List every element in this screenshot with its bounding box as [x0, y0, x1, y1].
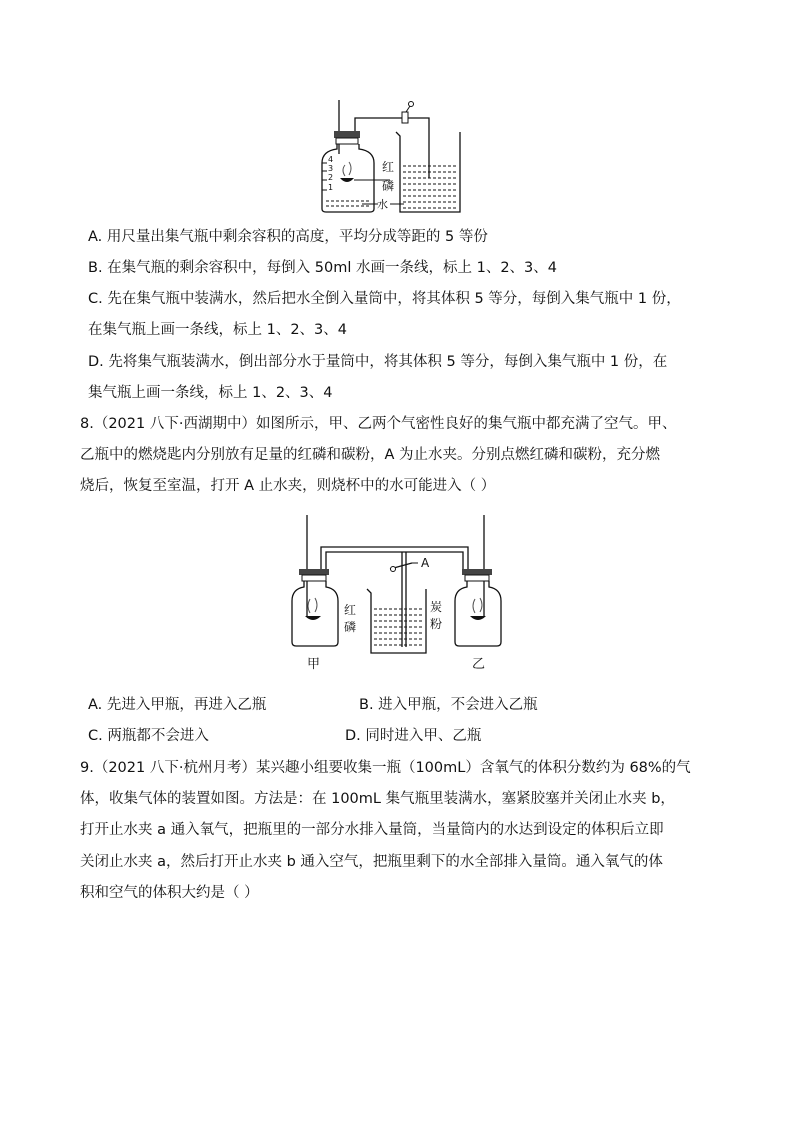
q9-stem-line4: 关闭止水夹 a，然后打开止水夹 b 通入空气，把瓶里剩下的水全部排入量筒。通入氧气的体 [80, 854, 663, 870]
scale-label-1: 1 [328, 183, 334, 192]
figure-two-bottles-apparatus [286, 513, 508, 675]
q8-option-d: D. 同时进入甲、乙瓶 [345, 728, 482, 744]
q9-stem-line1: 9.（2021 八下·杭州月考）某兴趣小组要收集一瓶（100mL）含氧气的体积分数约为 68%的气 [80, 760, 691, 776]
q7-option-b: B. 在集气瓶的剩余容积中，每倒入 50ml 水画一条线，标上 1、2、3、4 [88, 260, 557, 276]
scale-label-3: 3 [328, 164, 334, 173]
label-water: 水 [377, 198, 388, 211]
q8-stem-line2: 乙瓶中的燃烧匙内分别放有足量的红磷和碳粉，A 为止水夹。分别点燃红磷和碳粉，充分燃 [80, 447, 661, 463]
q8-stem-line1: 8.（2021 八下·西湖期中）如图所示，甲、乙两个气密性良好的集气瓶中都充满了空气。甲、 [80, 416, 677, 432]
figure-bottle-beaker-apparatus [318, 98, 463, 218]
q7-option-d-line2: 集气瓶上画一条线，标上 1、2、3、4 [88, 385, 333, 401]
q7-option-c-line1: C. 先在集气瓶中装满水，然后把水全倒入量筒中，将其体积 5 等分，每倒入集气瓶中 1 份， [88, 291, 681, 307]
label-red-phosphorus-2: 磷 [344, 620, 357, 634]
q8-option-a: A. 先进入甲瓶，再进入乙瓶 [88, 697, 267, 713]
q9-stem-line3: 打开止水夹 a 通入氧气，把瓶里的一部分水排入量筒，当量筒内的水达到设定的体积后立即 [80, 822, 664, 838]
label-carbon-1: 炭 [430, 600, 443, 614]
q7-option-d-line1: D. 先将集气瓶装满水，倒出部分水于量筒中，将其体积 5 等分，每倒入集气瓶中 1 份，在 [88, 354, 668, 370]
q9-stem-line5: 积和空气的体积大约是（ ） [80, 885, 259, 901]
q8-option-c: C. 两瓶都不会进入 [88, 728, 209, 744]
q7-option-a: A. 用尺量出集气瓶中剩余容积的高度，平均分成等距的 5 等份 [88, 229, 488, 245]
q7-option-c-line2: 在集气瓶上画一条线，标上 1、2、3、4 [88, 322, 348, 338]
bottle-label-jia: 甲 [307, 657, 321, 672]
q8-option-b: B. 进入甲瓶，不会进入乙瓶 [359, 697, 538, 713]
q8-stem-line3: 烧后，恢复至室温，打开 A 止水夹，则烧杯中的水可能进入（ ） [80, 478, 496, 494]
label-red-phosphorus-2: 磷 [382, 179, 395, 193]
clamp-label-a: A [421, 556, 430, 570]
q9-stem-line2: 体，收集气体的装置如图。方法是：在 100mL 集气瓶里装满水，塞紧胶塞并关闭止水夹 b， [80, 791, 675, 807]
scale-label-2: 2 [328, 173, 334, 182]
label-red-phosphorus-1: 红 [382, 160, 395, 174]
bottle-label-yi: 乙 [472, 657, 486, 672]
label-red-phosphorus-1: 红 [344, 603, 357, 617]
label-carbon-2: 粉 [430, 617, 443, 631]
scale-label-4: 4 [328, 155, 334, 164]
